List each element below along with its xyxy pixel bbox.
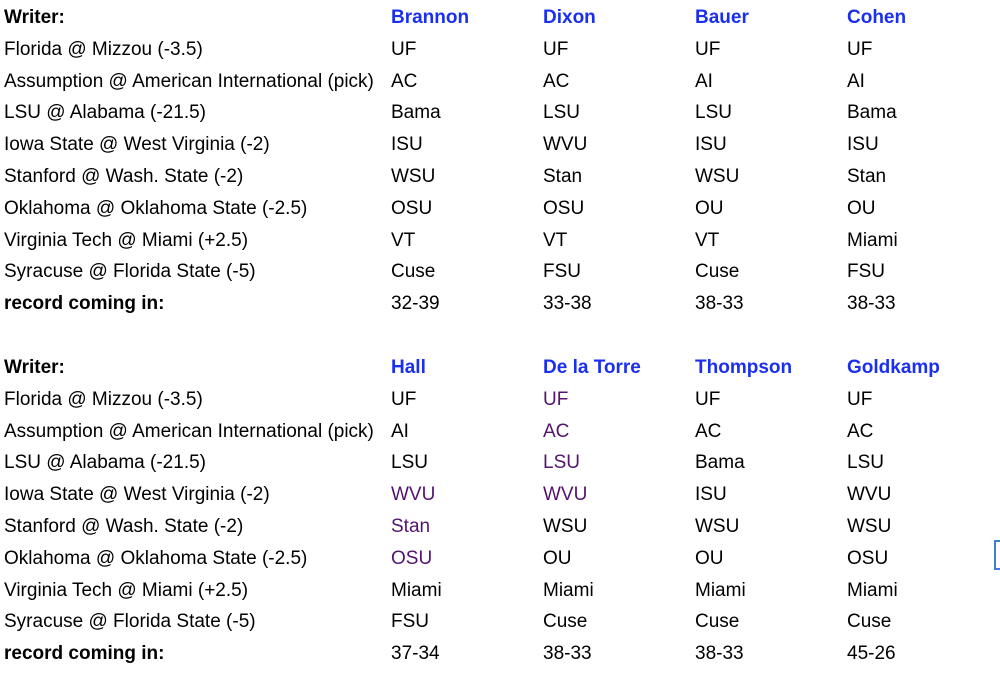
writer-name: Brannon: [391, 7, 470, 28]
picks-table-1: [4, 2, 1000, 320]
game-row: [4, 34, 1000, 66]
pick-cell: UF: [847, 38, 873, 60]
record-value: 32-39: [391, 293, 440, 315]
pick-cell: LSU: [391, 452, 428, 474]
pick-cell: WSU: [695, 515, 740, 537]
pick-cell: WSU: [543, 515, 588, 537]
game-row: [4, 543, 1000, 575]
pick-link[interactable]: UF: [543, 388, 569, 410]
pick-cell: AC: [391, 70, 418, 92]
game-name: Assumption @ American International (pick): [4, 420, 374, 442]
pick-cell: WSU: [847, 515, 892, 537]
game-row: [4, 511, 1000, 543]
record-row: [4, 638, 1000, 670]
pick-cell: Cuse: [543, 611, 588, 633]
pick-link[interactable]: Stan: [391, 515, 431, 537]
pick-cell: AC: [847, 420, 874, 442]
writer-name: Hall: [391, 357, 426, 378]
game-name: Syracuse @ Florida State (-5): [4, 261, 256, 283]
game-row: [4, 575, 1000, 607]
writer-name: Goldkamp: [847, 357, 940, 378]
game-name: Iowa State @ West Virginia (-2): [4, 134, 270, 156]
pick-cell: Bama: [695, 452, 745, 474]
pick-cell: Bama: [847, 102, 897, 124]
pick-link[interactable]: AC: [543, 420, 570, 442]
pick-link[interactable]: WVU: [391, 484, 436, 506]
game-row: [4, 256, 1000, 288]
writer-name: Cohen: [847, 7, 907, 28]
pick-cell: UF: [695, 388, 721, 410]
pick-cell: UF: [543, 38, 569, 60]
record-label: record coming in:: [4, 293, 165, 315]
record-value: 33-38: [543, 293, 592, 315]
game-name: Oklahoma @ Oklahoma State (-2.5): [4, 197, 308, 219]
game-name: Oklahoma @ Oklahoma State (-2.5): [4, 547, 308, 569]
pick-cell: LSU: [847, 452, 884, 474]
pick-cell: ISU: [695, 134, 727, 156]
pick-cell: WSU: [391, 165, 436, 187]
pick-cell: FSU: [847, 261, 885, 283]
record-value: 38-33: [543, 643, 592, 665]
pick-cell: AI: [695, 70, 713, 92]
pick-cell: VT: [695, 229, 720, 251]
pick-cell: Stan: [847, 165, 887, 187]
game-name: LSU @ Alabama (-21.5): [4, 102, 206, 124]
pick-link[interactable]: OSU: [391, 547, 433, 569]
pick-cell: UF: [391, 388, 417, 410]
pick-cell: ISU: [391, 134, 423, 156]
pick-cell: VT: [391, 229, 416, 251]
pick-cell: OU: [695, 547, 724, 569]
pick-cell: Miami: [543, 579, 594, 601]
pick-cell: Miami: [695, 579, 746, 601]
game-name: Florida @ Mizzou (-3.5): [4, 38, 203, 60]
game-row: [4, 129, 1000, 161]
pick-cell: AI: [847, 70, 865, 92]
game-name: Stanford @ Wash. State (-2): [4, 165, 244, 187]
game-name: Florida @ Mizzou (-3.5): [4, 388, 203, 410]
pick-cell: Bama: [391, 102, 441, 124]
game-name: LSU @ Alabama (-21.5): [4, 452, 206, 474]
pick-cell: OU: [695, 197, 724, 219]
pick-cell: OU: [543, 547, 572, 569]
game-name: Virginia Tech @ Miami (+2.5): [4, 579, 249, 601]
pick-cell: VT: [543, 229, 568, 251]
pick-cell: WSU: [695, 165, 740, 187]
game-row: [4, 606, 1000, 638]
game-row: [4, 97, 1000, 129]
pick-cell: FSU: [391, 611, 429, 633]
game-name: Assumption @ American International (pick): [4, 70, 374, 92]
pick-cell: ISU: [847, 134, 879, 156]
game-name: Syracuse @ Florida State (-5): [4, 611, 256, 633]
pick-cell: Cuse: [695, 261, 740, 283]
writer-header-row: [4, 352, 1000, 384]
pick-cell: Cuse: [391, 261, 436, 283]
pick-cell: OU: [847, 197, 876, 219]
pick-link[interactable]: WVU: [543, 484, 588, 506]
writer-name: De la Torre: [543, 357, 641, 378]
game-row: [4, 225, 1000, 257]
record-label: record coming in:: [4, 643, 165, 665]
writer-header-row: [4, 2, 1000, 34]
writer-name: Bauer: [695, 7, 749, 28]
pick-cell: AI: [391, 420, 409, 442]
writer-label: Writer:: [4, 357, 65, 378]
record-value: 38-33: [695, 643, 744, 665]
pick-cell: WVU: [543, 134, 588, 156]
pick-cell: FSU: [543, 261, 581, 283]
pick-cell: OSU: [847, 547, 889, 569]
game-name: Virginia Tech @ Miami (+2.5): [4, 229, 249, 251]
pick-cell: AC: [543, 70, 570, 92]
pick-cell: WVU: [847, 484, 892, 506]
pick-cell: OSU: [543, 197, 585, 219]
picks-table-2: [4, 352, 1000, 670]
record-value: 38-33: [695, 293, 744, 315]
focus-outline-edge[interactable]: [994, 540, 1000, 570]
writer-name: Thompson: [695, 357, 793, 378]
pick-cell: UF: [847, 388, 873, 410]
pick-link[interactable]: LSU: [543, 452, 580, 474]
record-value: 38-33: [847, 293, 896, 315]
pick-cell: Miami: [847, 579, 898, 601]
game-row: [4, 161, 1000, 193]
game-name: Stanford @ Wash. State (-2): [4, 515, 244, 537]
pick-cell: Stan: [543, 165, 583, 187]
pick-cell: Cuse: [847, 611, 892, 633]
game-row: [4, 66, 1000, 98]
pick-cell: LSU: [695, 102, 732, 124]
record-value: 45-26: [847, 643, 896, 665]
pick-cell: UF: [391, 38, 417, 60]
pick-cell: Cuse: [695, 611, 740, 633]
record-row: [4, 288, 1000, 320]
pick-cell: ISU: [695, 484, 727, 506]
game-row: [4, 479, 1000, 511]
pick-cell: LSU: [543, 102, 580, 124]
game-row: [4, 384, 1000, 416]
game-row: [4, 193, 1000, 225]
writer-name: Dixon: [543, 7, 596, 28]
game-name: Iowa State @ West Virginia (-2): [4, 484, 270, 506]
pick-cell: UF: [695, 38, 721, 60]
game-row: [4, 447, 1000, 479]
pick-cell: OSU: [391, 197, 433, 219]
record-value: 37-34: [391, 643, 440, 665]
pick-cell: Miami: [847, 229, 898, 251]
game-row: [4, 416, 1000, 448]
writer-label: Writer:: [4, 7, 65, 28]
pick-cell: Miami: [391, 579, 442, 601]
pick-cell: AC: [695, 420, 722, 442]
